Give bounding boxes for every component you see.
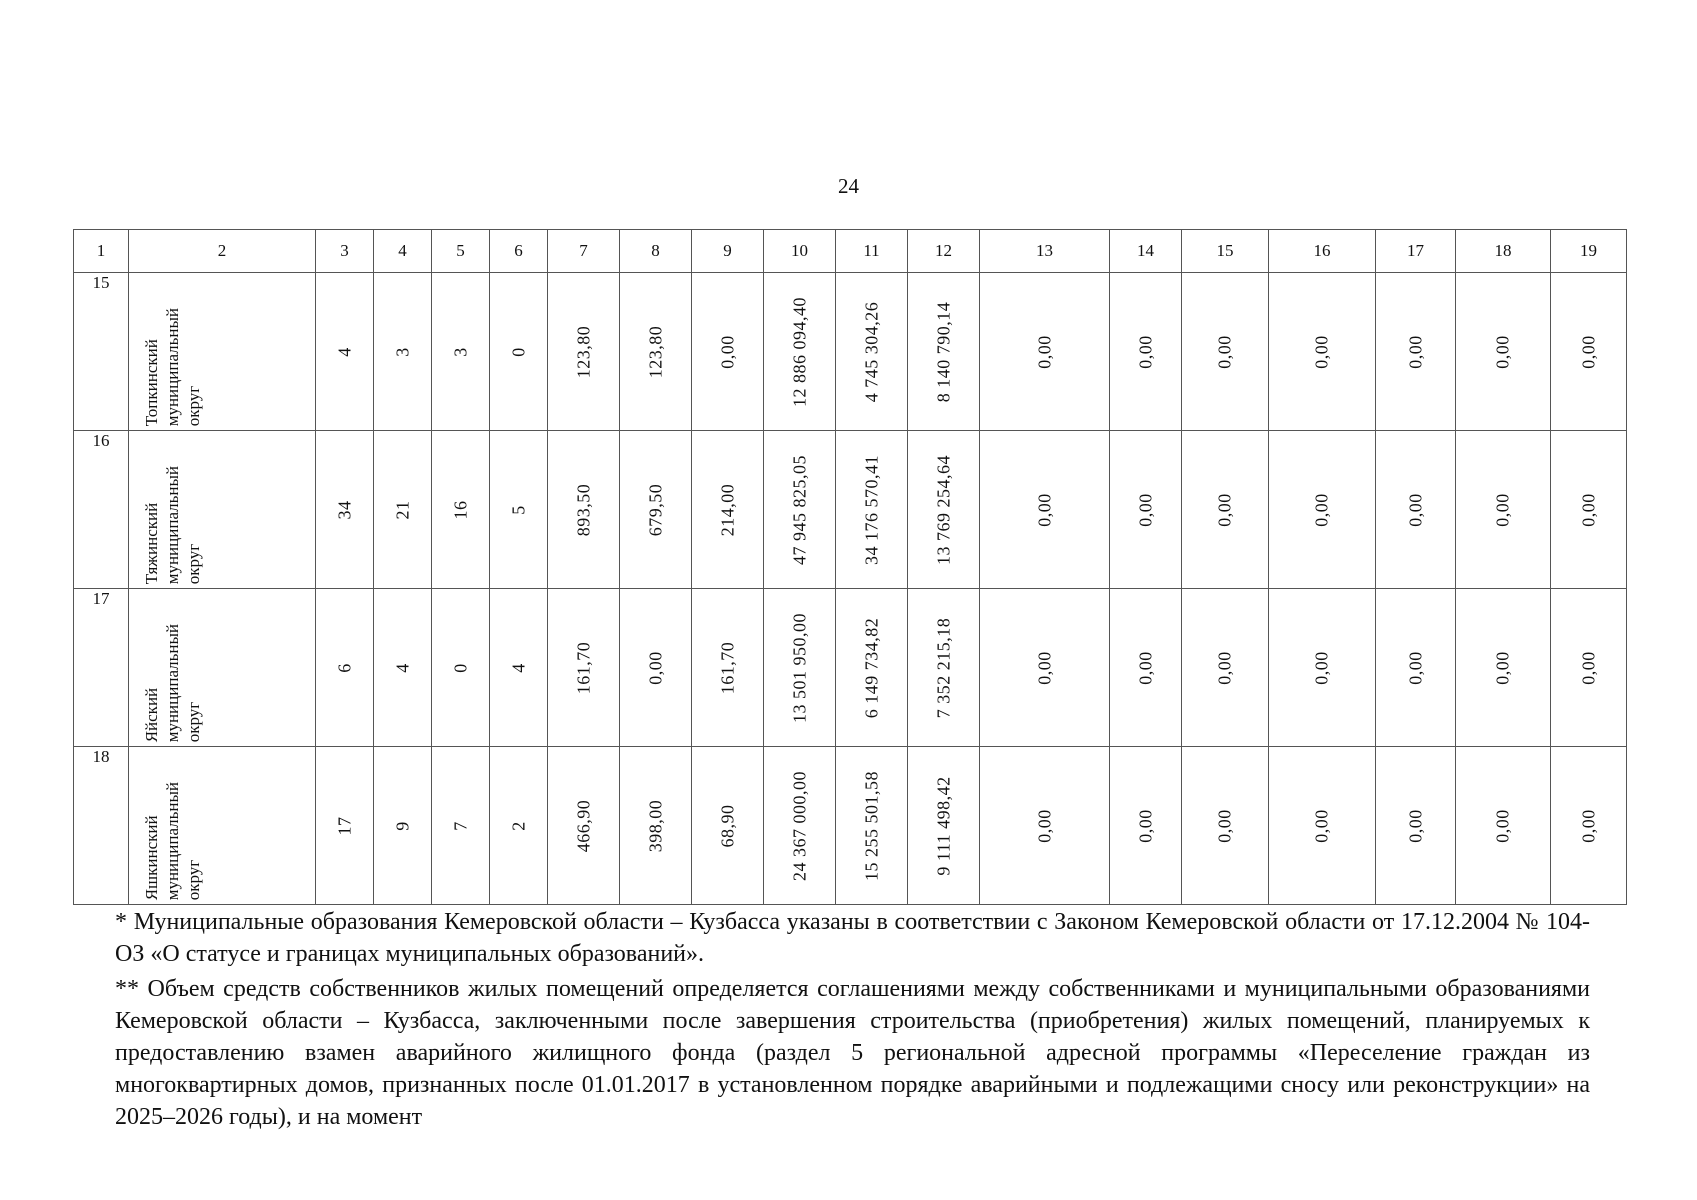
- value-cell: [836, 431, 908, 589]
- value-cell: [1269, 431, 1376, 589]
- value-cell: [620, 431, 692, 589]
- cell-value: 0: [508, 346, 528, 357]
- value-cell: [490, 589, 548, 747]
- value-cell: [980, 431, 1110, 589]
- cell-value: 0,00: [1311, 492, 1332, 527]
- header-cell: 7: [548, 230, 620, 273]
- cell-value: 21: [392, 500, 412, 519]
- value-cell: [980, 273, 1110, 431]
- value-cell: [1182, 431, 1269, 589]
- cell-value: 161,70: [573, 641, 593, 694]
- value-cell: [490, 747, 548, 905]
- value-cell: [620, 589, 692, 747]
- cell-value: 214,00: [717, 483, 737, 536]
- cell-value: 4: [334, 346, 354, 357]
- cell-value: 17: [334, 816, 354, 835]
- value-cell: [1110, 747, 1182, 905]
- cell-value: 34 176 570,41: [861, 454, 881, 565]
- row-number: 16: [74, 431, 129, 589]
- value-cell: [692, 273, 764, 431]
- cell-value: 13 501 950,00: [789, 612, 809, 723]
- value-cell: [764, 589, 836, 747]
- value-cell: [1269, 589, 1376, 747]
- value-cell: [1376, 589, 1456, 747]
- municipality-name: Яйский муниципальный округ: [142, 623, 203, 742]
- header-cell: 8: [620, 230, 692, 273]
- value-cell: [374, 431, 432, 589]
- header-cell: 3: [316, 230, 374, 273]
- row-number: 15: [74, 273, 129, 431]
- header-cell: 6: [490, 230, 548, 273]
- cell-value: 466,90: [573, 799, 593, 852]
- value-cell: [1376, 431, 1456, 589]
- value-cell: [1456, 589, 1551, 747]
- cell-value: 34: [334, 500, 354, 519]
- cell-value: 0,00: [1492, 492, 1513, 527]
- row-number: 17: [74, 589, 129, 747]
- value-cell: [1110, 589, 1182, 747]
- cell-value: 161,70: [717, 641, 737, 694]
- header-cell: 12: [908, 230, 980, 273]
- cell-value: 0,00: [645, 650, 665, 685]
- value-cell: [1376, 747, 1456, 905]
- header-cell: 18: [1456, 230, 1551, 273]
- cell-value: 0,00: [1311, 808, 1332, 843]
- header-cell: 2: [129, 230, 316, 273]
- cell-value: 893,50: [573, 483, 593, 536]
- header-cell: 13: [980, 230, 1110, 273]
- cell-value: 0,00: [1405, 334, 1425, 369]
- value-cell: [316, 747, 374, 905]
- cell-value: 0,00: [1578, 492, 1598, 527]
- municipality-cell: [129, 589, 316, 747]
- header-cell: 16: [1269, 230, 1376, 273]
- header-cell: 9: [692, 230, 764, 273]
- header-cell: 15: [1182, 230, 1269, 273]
- page-number: 24: [838, 174, 859, 198]
- cell-value: 0,00: [1578, 334, 1598, 369]
- cell-value: 0,00: [1311, 334, 1332, 369]
- cell-value: 5: [508, 504, 528, 515]
- cell-value: 0,00: [1214, 650, 1235, 685]
- value-cell: [548, 273, 620, 431]
- value-cell: [908, 431, 980, 589]
- cell-value: 123,80: [645, 325, 665, 378]
- cell-value: 7 352 215,18: [933, 617, 953, 718]
- value-cell: [692, 747, 764, 905]
- footnote-2: ** Объем средств собственников жилых помещений определяется соглашениями между собственниками и муниципальными образованиями Кемеровской области – Кузбасса, заключенными после завершения строительства (приобретения) жилых помещений, планируемых к предоставлению взамен аварийного жилищного фонда (раздел 5 региональной адресной программы «Переселение граждан из многоквартирных домов, признанных после 01.01.2017 в установленном порядке аварийными и подлежащими сносу или реконструкции» на 2025–2026 годы), и на момент: [115, 976, 1590, 1130]
- cell-value: 9: [392, 820, 412, 831]
- cell-value: 24 367 000,00: [789, 770, 809, 881]
- cell-value: 7: [450, 820, 470, 831]
- cell-value: 0,00: [1405, 808, 1425, 843]
- cell-value: 4: [392, 662, 412, 673]
- header-cell: 1: [74, 230, 129, 273]
- value-cell: [316, 431, 374, 589]
- table-row: [74, 431, 1627, 589]
- cell-value: 0,00: [1214, 492, 1235, 527]
- cell-value: 398,00: [645, 799, 665, 852]
- cell-value: 0,00: [1578, 650, 1598, 685]
- value-cell: [1110, 273, 1182, 431]
- cell-value: 0,00: [1135, 334, 1155, 369]
- footnotes: [115, 906, 1590, 1136]
- value-cell: [374, 747, 432, 905]
- value-cell: [1182, 273, 1269, 431]
- value-cell: [980, 589, 1110, 747]
- cell-value: 16: [450, 500, 470, 519]
- municipality-name: Топкинский муниципальный округ: [142, 307, 203, 426]
- value-cell: [1182, 747, 1269, 905]
- cell-value: 47 945 825,05: [789, 454, 809, 565]
- table-header-row: [74, 230, 1627, 273]
- cell-value: 9 111 498,42: [933, 775, 953, 876]
- value-cell: [620, 747, 692, 905]
- value-cell: [490, 273, 548, 431]
- value-cell: [1110, 431, 1182, 589]
- value-cell: [1551, 747, 1627, 905]
- table-row: [74, 589, 1627, 747]
- value-cell: [620, 273, 692, 431]
- cell-value: 15 255 501,58: [861, 770, 881, 881]
- value-cell: [432, 273, 490, 431]
- row-number: 18: [74, 747, 129, 905]
- cell-value: 4: [508, 662, 528, 673]
- value-cell: [1456, 431, 1551, 589]
- cell-value: 0,00: [1135, 650, 1155, 685]
- value-cell: [548, 589, 620, 747]
- value-cell: [316, 273, 374, 431]
- cell-value: 0: [450, 662, 470, 673]
- value-cell: [836, 747, 908, 905]
- value-cell: [1182, 589, 1269, 747]
- value-cell: [1551, 431, 1627, 589]
- header-cell: 5: [432, 230, 490, 273]
- header-cell: 4: [374, 230, 432, 273]
- value-cell: [432, 747, 490, 905]
- header-cell: 11: [836, 230, 908, 273]
- value-cell: [764, 273, 836, 431]
- value-cell: [764, 431, 836, 589]
- value-cell: [1269, 273, 1376, 431]
- value-cell: [836, 589, 908, 747]
- cell-value: 0,00: [1492, 334, 1513, 369]
- header-cell: 19: [1551, 230, 1627, 273]
- cell-value: 0,00: [1214, 808, 1235, 843]
- cell-value: 0,00: [1034, 808, 1054, 843]
- cell-value: 0,00: [1492, 650, 1513, 685]
- cell-value: 0,00: [1578, 808, 1598, 843]
- value-cell: [432, 431, 490, 589]
- cell-value: 6 149 734,82: [861, 617, 881, 718]
- header-cell: 17: [1376, 230, 1456, 273]
- municipality-cell: [129, 431, 316, 589]
- value-cell: [1269, 747, 1376, 905]
- value-cell: [1376, 273, 1456, 431]
- value-cell: [1456, 273, 1551, 431]
- header-cell: 10: [764, 230, 836, 273]
- cell-value: 3: [450, 346, 470, 357]
- value-cell: [1551, 589, 1627, 747]
- value-cell: [548, 431, 620, 589]
- cell-value: 0,00: [1492, 808, 1513, 843]
- cell-value: 13 769 254,64: [933, 454, 953, 565]
- header-cell: 14: [1110, 230, 1182, 273]
- cell-value: 0,00: [1405, 650, 1425, 685]
- value-cell: [1456, 747, 1551, 905]
- cell-value: 8 140 790,14: [933, 301, 953, 402]
- cell-value: 0,00: [1405, 492, 1425, 527]
- cell-value: 0,00: [1135, 492, 1155, 527]
- footnote-1: * Муниципальные образования Кемеровской области – Кузбасса указаны в соответствии с Законом Кемеровской области от 17.12.2004 № 104-ОЗ «О статусе и границах муниципальных образований».: [115, 909, 1590, 967]
- value-cell: [764, 747, 836, 905]
- value-cell: [432, 589, 490, 747]
- value-cell: [374, 589, 432, 747]
- cell-value: 0,00: [1135, 808, 1155, 843]
- cell-value: 68,90: [717, 804, 737, 847]
- value-cell: [548, 747, 620, 905]
- value-cell: [980, 747, 1110, 905]
- value-cell: [692, 431, 764, 589]
- cell-value: 12 886 094,40: [789, 296, 809, 407]
- value-cell: [1551, 273, 1627, 431]
- cell-value: 6: [334, 662, 354, 673]
- table-row: [74, 273, 1627, 431]
- municipality-cell: [129, 273, 316, 431]
- municipality-name: Тяжинский муниципальный округ: [142, 465, 203, 584]
- cell-value: 679,50: [645, 483, 665, 536]
- cell-value: 123,80: [573, 325, 593, 378]
- cell-value: 0,00: [1311, 650, 1332, 685]
- cell-value: 0,00: [1034, 650, 1054, 685]
- table-row: [74, 747, 1627, 905]
- value-cell: [692, 589, 764, 747]
- value-cell: [908, 747, 980, 905]
- municipality-cell: [129, 747, 316, 905]
- cell-value: 0,00: [717, 334, 737, 369]
- value-cell: [374, 273, 432, 431]
- cell-value: 4 745 304,26: [861, 301, 881, 402]
- value-cell: [908, 273, 980, 431]
- cell-value: 3: [392, 346, 412, 357]
- value-cell: [908, 589, 980, 747]
- value-cell: [316, 589, 374, 747]
- municipality-name: Яшкинский муниципальный округ: [142, 781, 203, 900]
- cell-value: 0,00: [1034, 492, 1054, 527]
- value-cell: [490, 431, 548, 589]
- cell-value: 2: [508, 820, 528, 831]
- cell-value: 0,00: [1214, 334, 1235, 369]
- data-table: [73, 229, 1627, 905]
- cell-value: 0,00: [1034, 334, 1054, 369]
- value-cell: [836, 273, 908, 431]
